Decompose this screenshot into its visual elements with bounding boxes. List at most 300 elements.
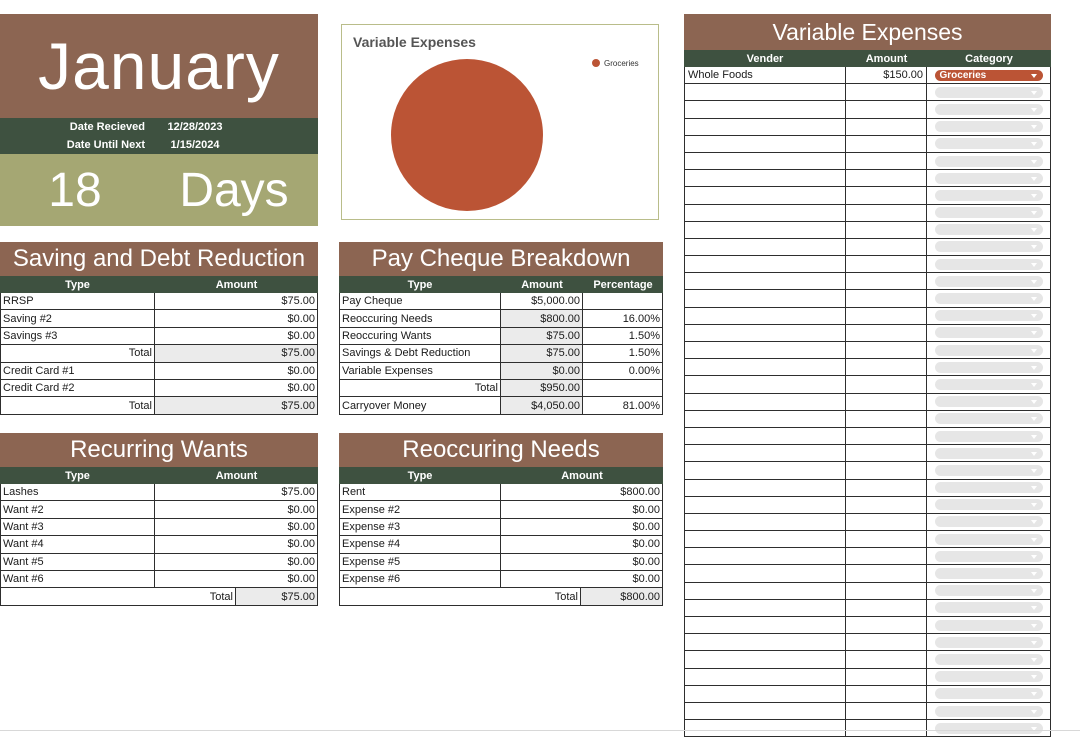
vendor-cell[interactable] [684, 170, 846, 187]
chevron-down-icon [1031, 125, 1037, 129]
amount-cell[interactable] [846, 170, 927, 187]
chevron-down-icon [1031, 624, 1037, 628]
table-row [684, 325, 1051, 342]
category-cell [927, 445, 1051, 462]
chevron-down-icon [1031, 675, 1037, 679]
row-amount[interactable]: $800.00 [501, 484, 663, 501]
table-row [339, 380, 663, 397]
variable-table-columns [684, 50, 1051, 67]
chevron-down-icon [1031, 228, 1037, 232]
vendor-cell[interactable] [684, 480, 846, 497]
row-amount[interactable]: $800.00 [501, 310, 583, 327]
table-row [684, 445, 1051, 462]
category-dropdown[interactable] [935, 465, 1043, 476]
amount-cell[interactable] [846, 119, 927, 136]
table-row [684, 462, 1051, 479]
col-type: Type [407, 278, 433, 291]
category-cell [927, 703, 1051, 720]
vendor-cell[interactable] [684, 376, 846, 393]
table-row [684, 583, 1051, 600]
pay-table-title: Pay Cheque Breakdown [339, 242, 663, 276]
amount-cell[interactable] [846, 187, 927, 204]
row-percentage [583, 293, 663, 310]
row-type[interactable]: Want #2 [0, 501, 155, 518]
amount-cell[interactable] [846, 617, 927, 634]
days-remaining [0, 154, 318, 226]
row-amount[interactable]: $0.00 [155, 536, 318, 553]
chevron-down-icon [1031, 263, 1037, 267]
chevron-down-icon [1031, 108, 1037, 112]
amount-cell[interactable] [846, 273, 927, 290]
table-row [339, 501, 663, 518]
row-type[interactable]: Credit Card #2 [0, 380, 155, 397]
col-type: Type [65, 278, 90, 291]
vendor-cell[interactable] [684, 583, 846, 600]
category-dropdown[interactable] [935, 259, 1043, 270]
table-row [339, 328, 663, 345]
category-dropdown[interactable] [935, 482, 1043, 493]
chevron-down-icon [1031, 606, 1037, 610]
table-row [684, 428, 1051, 445]
category-cell [927, 222, 1051, 239]
amount-cell[interactable] [846, 394, 927, 411]
amount-cell[interactable] [846, 497, 927, 514]
row-amount[interactable]: $4,050.00 [501, 397, 583, 414]
row-type[interactable]: Lashes [0, 484, 155, 501]
category-cell [927, 462, 1051, 479]
category-dropdown[interactable] [935, 602, 1043, 613]
category-cell [927, 548, 1051, 565]
category-cell [927, 720, 1051, 737]
recurring-wants-table [0, 433, 318, 606]
category-cell [927, 136, 1051, 153]
total-row [0, 588, 318, 605]
category-dropdown[interactable] [935, 173, 1043, 184]
chevron-down-icon [1031, 211, 1037, 215]
category-dropdown[interactable] [935, 706, 1043, 717]
table-row [684, 634, 1051, 651]
date-received-label: Date Recieved [69, 121, 145, 133]
chevron-down-icon [1031, 538, 1037, 542]
category-cell [927, 187, 1051, 204]
vendor-cell[interactable] [684, 101, 846, 118]
category-dropdown[interactable] [935, 293, 1043, 304]
category-dropdown[interactable] [935, 585, 1043, 596]
amount-cell[interactable] [846, 634, 927, 651]
row-amount[interactable]: $5,000.00 [501, 293, 583, 310]
category-cell [927, 651, 1051, 668]
days-word: Days [179, 163, 289, 217]
row-type[interactable]: Rent [339, 484, 501, 501]
table-row [339, 397, 663, 414]
row-amount[interactable]: $75.00 [501, 328, 583, 345]
amount-cell[interactable] [846, 84, 927, 101]
amount-cell[interactable]: $150.00 [846, 67, 927, 84]
category-cell [927, 686, 1051, 703]
table-row [0, 554, 318, 571]
vendor-cell[interactable] [684, 617, 846, 634]
table-row [684, 153, 1051, 170]
table-row [339, 536, 663, 553]
table-row [684, 222, 1051, 239]
amount-cell[interactable] [846, 205, 927, 222]
category-dropdown[interactable] [935, 379, 1043, 390]
table-row [684, 136, 1051, 153]
category-dropdown[interactable] [935, 688, 1043, 699]
amount-cell[interactable] [846, 222, 927, 239]
amount-cell[interactable] [846, 290, 927, 307]
vendor-cell[interactable] [684, 290, 846, 307]
category-dropdown[interactable] [935, 156, 1043, 167]
category-dropdown[interactable] [935, 70, 1043, 81]
table-row [684, 170, 1051, 187]
reoccuring-needs-table [339, 433, 663, 606]
vendor-cell[interactable] [684, 359, 846, 376]
row-type: Carryover Money [339, 397, 501, 414]
category-dropdown[interactable] [935, 431, 1043, 442]
category-dropdown[interactable] [935, 413, 1043, 424]
category-dropdown[interactable] [935, 190, 1043, 201]
amount-cell[interactable] [846, 686, 927, 703]
category-cell [927, 67, 1051, 84]
row-percentage: 81.00% [583, 397, 663, 414]
table-row [684, 497, 1051, 514]
variable-expenses-chart[interactable] [341, 24, 659, 220]
table-row [684, 720, 1051, 737]
category-dropdown[interactable] [935, 345, 1043, 356]
table-row [684, 205, 1051, 222]
row-type[interactable]: Want #3 [0, 519, 155, 536]
amount-cell[interactable] [846, 651, 927, 668]
category-dropdown[interactable] [935, 723, 1043, 734]
row-type[interactable]: Expense #5 [339, 554, 501, 571]
table-row [684, 359, 1051, 376]
days-count: 18 [48, 163, 102, 217]
table-row [684, 101, 1051, 118]
amount-cell[interactable] [846, 239, 927, 256]
table-row [684, 342, 1051, 359]
needs-table-columns [339, 467, 663, 484]
date-received-value[interactable]: 12/28/2023 [167, 121, 223, 133]
table-row [339, 310, 663, 327]
chevron-down-icon [1031, 555, 1037, 559]
category-dropdown[interactable] [935, 207, 1043, 218]
chevron-down-icon [1031, 658, 1037, 662]
chevron-down-icon [1031, 297, 1037, 301]
vendor-cell[interactable] [684, 84, 846, 101]
category-dropdown[interactable] [935, 310, 1043, 321]
col-amount: Amount [561, 469, 603, 482]
vendor-cell[interactable]: Whole Foods [684, 67, 846, 84]
vendor-cell[interactable] [684, 548, 846, 565]
needs-table-title: Reoccuring Needs [339, 433, 663, 467]
variable-table-title: Variable Expenses [684, 14, 1051, 50]
category-dropdown[interactable] [935, 224, 1043, 235]
vendor-cell[interactable] [684, 256, 846, 273]
table-row [0, 484, 318, 501]
wants-table-columns [0, 467, 318, 484]
chevron-down-icon [1031, 383, 1037, 387]
amount-cell[interactable] [846, 136, 927, 153]
date-info [0, 118, 318, 154]
vendor-cell[interactable] [684, 153, 846, 170]
category-dropdown[interactable] [935, 534, 1043, 545]
category-cell [927, 205, 1051, 222]
row-type[interactable]: Want #6 [0, 571, 155, 588]
row-amount[interactable]: $0.00 [501, 501, 663, 518]
table-row [684, 273, 1051, 290]
chevron-down-icon [1031, 452, 1037, 456]
vendor-cell[interactable] [684, 222, 846, 239]
row-type[interactable]: Expense #3 [339, 519, 501, 536]
category-dropdown[interactable] [935, 671, 1043, 682]
row-type[interactable]: Want #5 [0, 554, 155, 571]
vendor-cell[interactable] [684, 445, 846, 462]
pie-slice[interactable] [391, 59, 543, 211]
category-dropdown[interactable] [935, 138, 1043, 149]
category-dropdown[interactable] [935, 362, 1043, 373]
vendor-cell[interactable] [684, 119, 846, 136]
row-amount[interactable]: $75.00 [155, 484, 318, 501]
category-cell [927, 325, 1051, 342]
total-label: Total [0, 588, 236, 605]
row-type[interactable]: Expense #6 [339, 571, 501, 588]
amount-cell[interactable] [846, 514, 927, 531]
amount-cell[interactable] [846, 342, 927, 359]
amount-cell[interactable] [846, 325, 927, 342]
category-dropdown[interactable] [935, 516, 1043, 527]
vendor-cell[interactable] [684, 273, 846, 290]
row-type: Savings & Debt Reduction [339, 345, 501, 362]
pay-cheque-table [339, 242, 663, 415]
row-amount[interactable]: $0.00 [155, 363, 318, 380]
row-amount[interactable]: $0.00 [155, 328, 318, 345]
vendor-cell[interactable] [684, 686, 846, 703]
row-amount[interactable]: $0.00 [155, 519, 318, 536]
category-cell [927, 101, 1051, 118]
amount-cell[interactable] [846, 669, 927, 686]
total-label: Total [339, 380, 501, 397]
row-amount[interactable]: $0.00 [155, 554, 318, 571]
category-cell [927, 531, 1051, 548]
col-amount: Amount [215, 278, 258, 291]
table-row [0, 501, 318, 518]
table-row [0, 519, 318, 536]
wants-table-title: Recurring Wants [0, 433, 318, 467]
category-cell [927, 256, 1051, 273]
category-dropdown[interactable] [935, 396, 1043, 407]
vendor-cell[interactable] [684, 239, 846, 256]
col-type: Type [407, 469, 433, 482]
row-amount[interactable]: $0.00 [155, 380, 318, 397]
total-amount[interactable]: $75.00 [155, 397, 318, 414]
row-type[interactable]: Want #4 [0, 536, 155, 553]
col-category: Category [965, 52, 1013, 65]
table-row [0, 397, 318, 414]
vendor-cell[interactable] [684, 308, 846, 325]
vendor-cell[interactable] [684, 342, 846, 359]
total-amount[interactable]: $75.00 [155, 345, 318, 362]
chevron-down-icon [1031, 74, 1037, 78]
table-row [339, 519, 663, 536]
row-type[interactable]: Expense #2 [339, 501, 501, 518]
category-dropdown[interactable] [935, 551, 1043, 562]
amount-cell[interactable] [846, 703, 927, 720]
row-percentage: 1.50% [583, 328, 663, 345]
vendor-cell[interactable] [684, 205, 846, 222]
amount-cell[interactable] [846, 600, 927, 617]
row-type: Variable Expenses [339, 363, 501, 380]
amount-cell[interactable] [846, 376, 927, 393]
vendor-cell[interactable] [684, 703, 846, 720]
category-cell [927, 600, 1051, 617]
amount-cell[interactable] [846, 462, 927, 479]
vendor-cell[interactable] [684, 411, 846, 428]
vendor-cell[interactable] [684, 136, 846, 153]
total-label: Total [0, 345, 155, 362]
category-dropdown[interactable] [935, 654, 1043, 665]
chevron-down-icon [1031, 486, 1037, 490]
amount-cell[interactable] [846, 720, 927, 737]
total-label: Total [0, 397, 155, 414]
date-next-value[interactable]: 1/15/2024 [170, 139, 220, 151]
table-row [684, 480, 1051, 497]
category-cell [927, 669, 1051, 686]
row-amount[interactable]: $75.00 [155, 293, 318, 310]
variable-expenses-table [684, 14, 1051, 737]
category-cell [927, 308, 1051, 325]
category-dropdown[interactable] [935, 448, 1043, 459]
row-type[interactable]: Credit Card #1 [0, 363, 155, 380]
total-amount: $800.00 [581, 588, 663, 605]
category-dropdown[interactable] [935, 568, 1043, 579]
row-amount[interactable]: $0.00 [501, 536, 663, 553]
row-amount[interactable]: $0.00 [155, 501, 318, 518]
row-type: Reoccuring Wants [339, 328, 501, 345]
category-cell [927, 119, 1051, 136]
row-type[interactable]: RRSP [0, 293, 155, 310]
category-cell [927, 411, 1051, 428]
amount-cell[interactable] [846, 428, 927, 445]
table-row [684, 411, 1051, 428]
chart-title: Variable Expenses [353, 34, 476, 50]
table-row [0, 380, 318, 397]
vendor-cell[interactable] [684, 514, 846, 531]
vendor-cell[interactable] [684, 600, 846, 617]
amount-cell[interactable] [846, 445, 927, 462]
table-row [684, 239, 1051, 256]
col-percentage: Percentage [593, 278, 653, 291]
amount-cell[interactable] [846, 531, 927, 548]
category-dropdown[interactable] [935, 499, 1043, 510]
row-amount[interactable]: $0.00 [501, 571, 663, 588]
table-row [684, 669, 1051, 686]
category-cell [927, 583, 1051, 600]
row-amount[interactable]: $0.00 [155, 571, 318, 588]
table-row [684, 308, 1051, 325]
month-summary [0, 14, 318, 226]
vendor-cell[interactable] [684, 634, 846, 651]
table-row [684, 686, 1051, 703]
amount-cell[interactable] [846, 480, 927, 497]
row-amount[interactable]: $75.00 [501, 345, 583, 362]
vendor-cell[interactable] [684, 428, 846, 445]
amount-cell[interactable] [846, 256, 927, 273]
category-dropdown[interactable] [935, 87, 1043, 98]
row-amount[interactable]: $0.00 [501, 554, 663, 571]
vendor-cell[interactable] [684, 669, 846, 686]
category-cell [927, 617, 1051, 634]
category-cell [927, 239, 1051, 256]
vendor-cell[interactable] [684, 325, 846, 342]
category-dropdown[interactable] [935, 121, 1043, 132]
amount-cell[interactable] [846, 565, 927, 582]
row-amount[interactable]: $0.00 [501, 519, 663, 536]
category-cell [927, 84, 1051, 101]
row-type[interactable]: Expense #4 [339, 536, 501, 553]
vendor-cell[interactable] [684, 651, 846, 668]
row-type[interactable]: Savings #3 [0, 328, 155, 345]
category-cell [927, 342, 1051, 359]
vendor-cell[interactable] [684, 497, 846, 514]
amount-cell[interactable] [846, 308, 927, 325]
table-row [0, 310, 318, 327]
amount-cell[interactable] [846, 359, 927, 376]
row-type: Pay Cheque [339, 293, 501, 310]
vendor-cell[interactable] [684, 720, 846, 737]
amount-cell[interactable] [846, 583, 927, 600]
chevron-down-icon [1031, 160, 1037, 164]
table-row [684, 565, 1051, 582]
vendor-cell[interactable] [684, 187, 846, 204]
row-percentage: 0.00% [583, 363, 663, 380]
category-dropdown[interactable] [935, 104, 1043, 115]
date-next-label: Date Until Next [66, 139, 145, 151]
amount-cell[interactable] [846, 411, 927, 428]
vendor-cell[interactable] [684, 462, 846, 479]
total-row [339, 588, 663, 605]
category-dropdown[interactable] [935, 241, 1043, 252]
chevron-down-icon [1031, 641, 1037, 645]
amount-cell[interactable] [846, 153, 927, 170]
row-amount[interactable]: $0.00 [155, 310, 318, 327]
category-dropdown[interactable] [935, 620, 1043, 631]
category-dropdown[interactable] [935, 276, 1043, 287]
amount-cell[interactable] [846, 548, 927, 565]
category-cell [927, 359, 1051, 376]
page-bottom-divider [0, 730, 1080, 731]
chevron-down-icon [1031, 366, 1037, 370]
category-dropdown[interactable] [935, 637, 1043, 648]
category-dropdown[interactable] [935, 327, 1043, 338]
row-type[interactable]: Saving #2 [0, 310, 155, 327]
amount-cell[interactable] [846, 101, 927, 118]
chevron-down-icon [1031, 435, 1037, 439]
total-label: Total [339, 588, 581, 605]
saving-table-columns [0, 276, 318, 293]
col-type: Type [65, 469, 90, 482]
legend-label: Groceries [604, 59, 639, 68]
category-cell [927, 376, 1051, 393]
row-amount[interactable]: $950.00 [501, 380, 583, 397]
vendor-cell[interactable] [684, 531, 846, 548]
vendor-cell[interactable] [684, 565, 846, 582]
table-row [0, 345, 318, 362]
chevron-down-icon [1031, 245, 1037, 249]
table-row [684, 84, 1051, 101]
vendor-cell[interactable] [684, 394, 846, 411]
row-amount[interactable]: $0.00 [501, 363, 583, 380]
